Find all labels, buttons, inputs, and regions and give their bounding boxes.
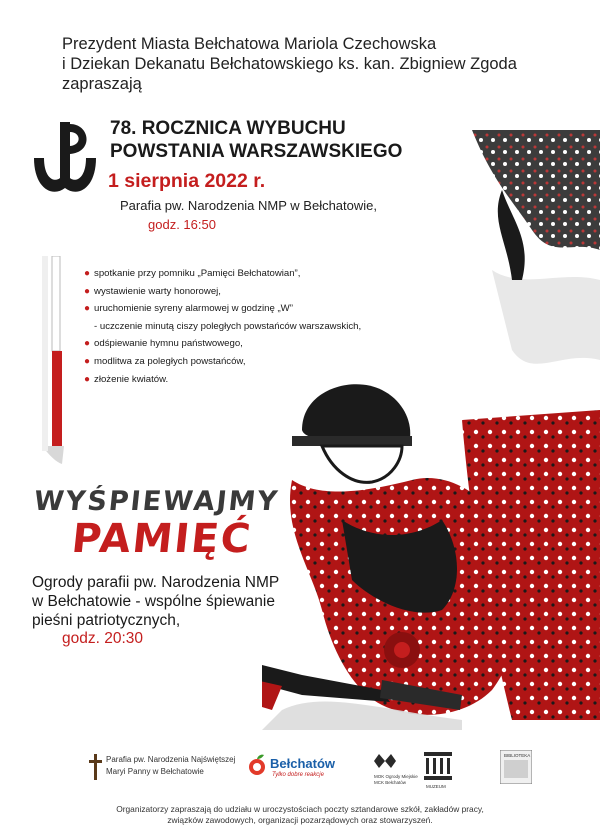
invitation-line: Prezydent Miasta Bełchatowa Mariola Czechowska <box>62 35 437 53</box>
list-item-text: modlitwa za poległych powstańców, <box>94 355 246 367</box>
list-sub-item: - uczczenie minutą ciszy poległych powstańców warszawskich, <box>94 320 362 332</box>
bullet-icon: ● <box>84 303 91 315</box>
bullet-icon: ● <box>84 373 91 385</box>
event-place: Parafia pw. Narodzenia NMP w Bełchatowie, <box>120 198 377 213</box>
singing-description-line: Ogrody parafii pw. Narodzenia NMP <box>32 574 280 591</box>
apple-icon <box>248 754 266 776</box>
list-item-text: wystawienie warty honorowej, <box>94 285 221 297</box>
singing-description-line: pieśni patriotycznych, <box>32 612 181 629</box>
invitation-line: i Dziekan Dekanatu Bełchatowskiego ks. kan. Zbigniew Zgoda <box>62 55 517 73</box>
event-date: 1 sierpnia 2022 r. <box>108 170 266 192</box>
parish-name-line: Maryi Panny w Bełchatowie <box>106 767 204 776</box>
city-slogan: Tylko dobre reakcje <box>272 772 324 778</box>
parish-logo <box>88 750 238 790</box>
footer-line: związków zawodowych, organizacji pozarządowych oraz stowarzyszeń. <box>167 815 433 825</box>
singing-headline-2: PAMIĘĆ <box>69 516 255 562</box>
library-label: BIBLIOTEKA <box>504 753 531 758</box>
museum-logo <box>424 750 458 792</box>
bullet-icon: ● <box>84 355 91 367</box>
invitation-line: zapraszają <box>62 75 142 93</box>
museum-building-icon <box>424 752 452 782</box>
mok-logo <box>372 750 422 792</box>
city-logo <box>248 750 348 790</box>
mok-name-line: MCK Bełchatów <box>374 780 407 785</box>
footer-line: Organizatorzy zapraszają do udziału w uroczystościach poczty sztandarowe szkół, zakładów pracy, <box>116 804 484 814</box>
insurgent-artwork <box>262 120 600 730</box>
library-logo <box>500 750 534 792</box>
singing-time: godz. 20:30 <box>62 630 144 647</box>
bullet-icon: ● <box>84 268 91 279</box>
event-time: godz. 16:50 <box>148 217 216 232</box>
invitation-text <box>62 34 582 94</box>
list-item-text: odśpiewanie hymnu państwowego, <box>94 338 243 350</box>
parish-name-line: Parafia pw. Narodzenia Najświętszej <box>106 755 236 764</box>
city-name: Bełchatów <box>270 756 336 771</box>
event-title-line: POWSTANIA WARSZAWSKIEGO <box>110 141 403 162</box>
singing-description-line: w Bełchatowie - wspólne śpiewanie <box>32 593 275 610</box>
list-item-text: spotkanie przy pomniku „Pamięci Bełchatowian”, <box>94 268 301 279</box>
kotwica-icon <box>30 118 100 200</box>
cross-icon <box>88 754 102 780</box>
mok-name-line: MOK Ogrody Miejskie <box>374 774 418 779</box>
mok-emblem-icon <box>374 752 396 770</box>
event-title-line: 78. ROCZNICA WYBUCHU <box>110 118 346 139</box>
museum-label: MUZEUM <box>426 784 446 789</box>
bullet-icon: ● <box>84 338 91 350</box>
list-item-text: uruchomienie syreny alarmowej w godzinę „W” <box>94 303 293 315</box>
singing-description <box>32 573 332 630</box>
footer-note <box>0 804 600 826</box>
bullet-icon: ● <box>84 285 91 297</box>
flag-ribbon-decoration <box>42 256 76 466</box>
list-item-text: złożenie kwiatów. <box>94 373 169 385</box>
singing-headline-1: WYŚPIEWAJMY <box>32 486 281 517</box>
